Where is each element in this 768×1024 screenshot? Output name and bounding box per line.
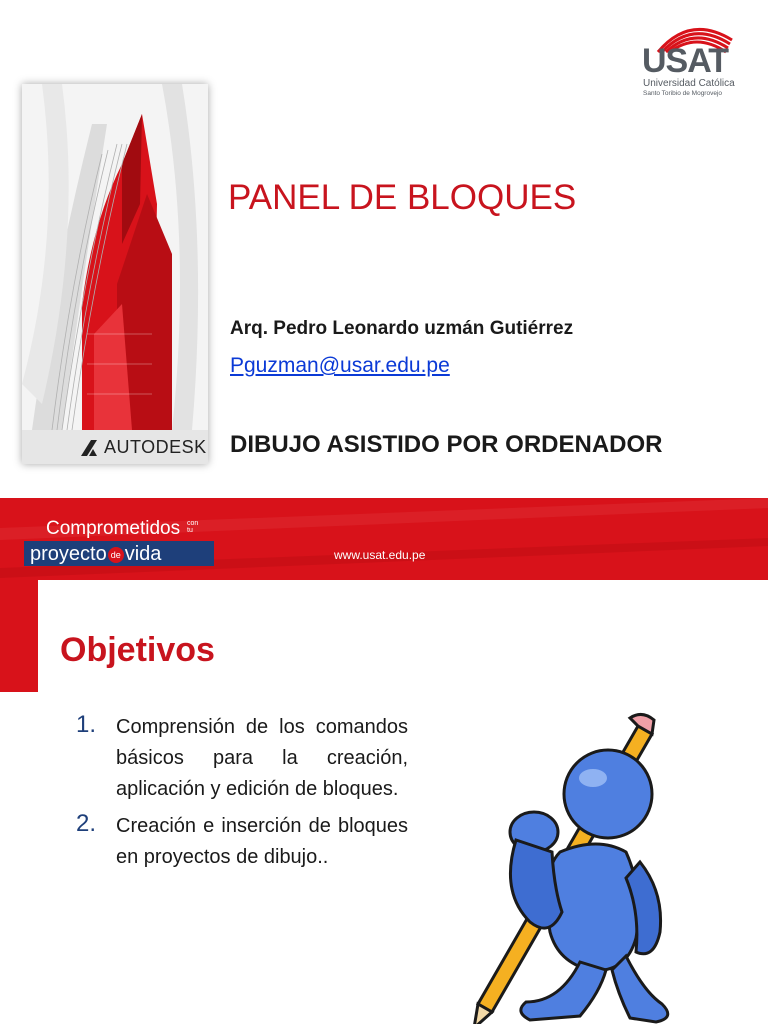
autocad-art-graphic	[22, 84, 208, 430]
slogan-word-proyecto: proyecto	[30, 543, 107, 565]
blue-figure-pencil-illustration	[430, 712, 678, 1024]
objective-item	[76, 811, 408, 873]
autodesk-brand-text: AUTODESK	[104, 437, 207, 457]
presentation-title: PANEL DE BLOQUES	[228, 178, 577, 217]
website-link[interactable]: www.usat.edu.pe	[334, 548, 426, 562]
title-slide	[0, 0, 768, 498]
red-side-strip	[0, 580, 38, 692]
objective-number: 1.	[76, 711, 97, 738]
blue-person-icon	[510, 750, 668, 1022]
autodesk-brand-bar	[22, 430, 208, 464]
usat-logo-name: USAT	[642, 42, 729, 80]
slogan-small-text: con tu	[187, 520, 199, 534]
autodesk-logo-icon	[80, 439, 98, 457]
slogan-word-de: de	[108, 547, 124, 563]
objectives-list	[76, 712, 408, 879]
objectives-slide	[0, 580, 768, 1024]
usat-logo-subtitle: Universidad Católica	[643, 78, 735, 89]
objective-number: 2.	[76, 810, 97, 837]
author-email-link[interactable]: Pguzman@usar.edu.pe	[230, 354, 450, 377]
usat-logo	[640, 18, 736, 98]
slogan-line1: Comprometidos	[46, 518, 181, 539]
author-name: Arq. Pedro Leonardo uzmán Gutiérrez	[230, 318, 574, 339]
objective-item	[76, 712, 408, 805]
objectives-title: Objetivos	[60, 631, 215, 669]
slogan-line2	[30, 542, 161, 566]
objective-text: Creación e inserción de bloques en proyectos de dibujo..	[116, 815, 408, 868]
autocad-cover-image	[22, 84, 208, 464]
usat-logo-subtitle2: Santo Toribio de Mogrovejo	[643, 90, 723, 97]
course-name: DIBUJO ASISTIDO POR ORDENADOR	[230, 431, 663, 458]
slogan-word-vida: vida	[124, 543, 162, 565]
objective-text: Comprensión de los comandos básicos para la creación, aplicación y edición de bloques.	[116, 716, 408, 800]
